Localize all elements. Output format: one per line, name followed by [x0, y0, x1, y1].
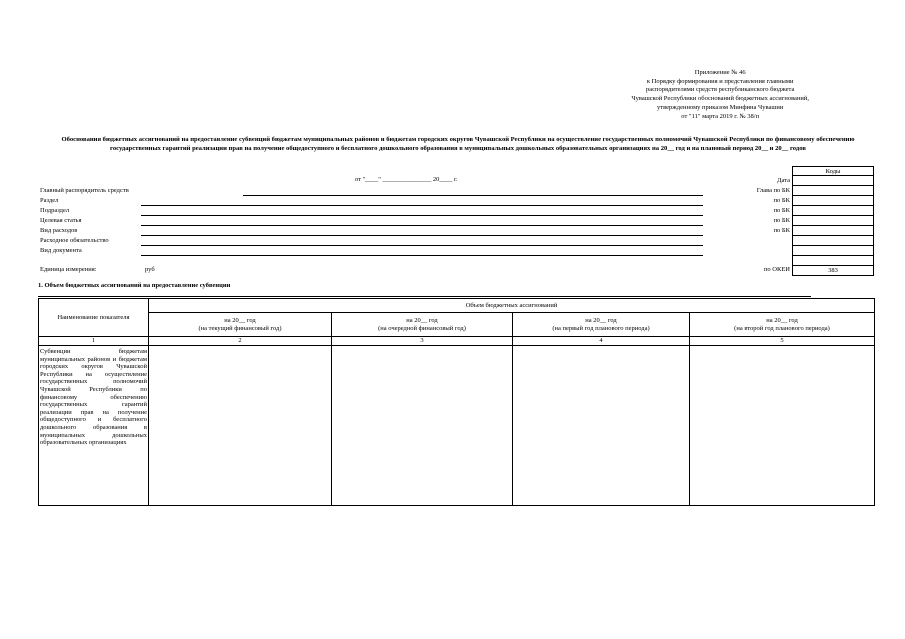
col-number: 1	[39, 337, 149, 346]
field-label: Подраздел	[40, 207, 70, 214]
value-cell[interactable]	[513, 346, 690, 506]
code-podrazdel-cell[interactable]	[792, 206, 874, 216]
value-cell[interactable]	[149, 346, 332, 506]
row-label: Субвенции бюджетам муниципальных районов и бюджетам городских округов Чувашской Республики на осуществление государственных полномочий Чувашской Республики по финансовому обеспечению государственных гарантий реализации прав на получение общедоступного и бесплатного дошкольного образования в муниципальных дошкольных образовательных организациях	[39, 346, 149, 506]
code-okei-cell: 383	[792, 266, 874, 276]
value-cell[interactable]	[332, 346, 513, 506]
col-number: 4	[513, 337, 690, 346]
appendix-line: утвержденному приказом Минфина Чувашии	[657, 103, 784, 111]
code-celevaya-cell[interactable]	[792, 216, 874, 226]
okei-label: по ОКЕИ	[763, 266, 790, 273]
field-line[interactable]	[141, 235, 703, 236]
header-year: на 20__ год (на второй год планового периода)	[690, 313, 875, 337]
field-code-label: Глава по БК	[756, 187, 790, 194]
field-code-label: по БК	[773, 207, 790, 214]
field-line[interactable]	[141, 255, 703, 256]
code-empty-cell[interactable]	[792, 256, 874, 266]
field-label: Вид расходов	[40, 227, 78, 234]
col-number: 3	[332, 337, 513, 346]
header-year: на 20__ год (на текущий финансовый год)	[149, 313, 332, 337]
value-cell[interactable]	[690, 346, 875, 506]
field-line[interactable]	[141, 205, 703, 206]
document-title: Обоснования бюджетных ассигнований на предоставление субвенций бюджетам муниципальных районов и бюджетам городских округов Чувашской Республики на осуществление государственных полномочий Чувашской Республики по финансовому обеспечению государственных гарантий реализации прав на получение общедоступного и бесплатного дошкольного образования в муниципальных дошкольных образовательных организациях на 20__ год и на плановый период 20__ и 20__ годов	[61, 136, 855, 153]
appendix-note	[631, 69, 809, 121]
unit-value: руб	[145, 266, 155, 273]
budget-table	[38, 298, 875, 506]
appendix-line: Чувашской Республики обоснований бюджетных ассигнований,	[631, 95, 809, 103]
field-label: Целевая статья	[40, 217, 82, 224]
header-year: на 20__ год (на первый год планового периода)	[513, 313, 690, 337]
appendix-line: Приложение № 46	[694, 69, 746, 76]
field-label: Расходное обязательство	[40, 237, 109, 244]
date-line: от "____" _______________ 20____ г.	[355, 176, 458, 183]
header-year: на 20__ год (на очередной финансовый год)	[332, 313, 513, 337]
col-number: 5	[690, 337, 875, 346]
appendix-line: распорядителями средств республиканского бюджета	[646, 86, 795, 94]
code-razdel-cell[interactable]	[792, 196, 874, 206]
appendix-line: к Порядку формирования и представления главными	[646, 77, 794, 85]
section-underline	[38, 296, 811, 297]
code-date-cell[interactable]	[792, 176, 874, 186]
code-vid-rashodov-cell[interactable]	[792, 226, 874, 236]
unit-label: Единица измерения:	[40, 266, 97, 273]
field-line[interactable]	[243, 195, 703, 196]
header-name: Наименование показателя	[39, 299, 149, 337]
field-code-label: по БК	[773, 217, 790, 224]
section-title: 1. Объем бюджетных ассигнований на предоставление субвенции	[38, 282, 231, 289]
col-number: 2	[149, 337, 332, 346]
appendix-line: от "11" марта 2019 г. № 38/п	[681, 112, 760, 120]
code-glava-cell[interactable]	[792, 186, 874, 196]
field-code-label: по БК	[773, 197, 790, 204]
codes-header: Коды	[792, 166, 874, 176]
field-line[interactable]	[141, 225, 703, 226]
field-label: Главный распорядитель средств	[40, 187, 129, 194]
field-label: Вид документа	[40, 247, 82, 254]
field-label: Раздел	[40, 197, 59, 204]
field-line[interactable]	[141, 215, 703, 216]
header-group: Объем бюджетных ассигнований	[149, 299, 875, 313]
table-row	[39, 346, 875, 506]
code-vid-doc-cell[interactable]	[792, 246, 874, 256]
date-label: Дата	[777, 177, 790, 184]
code-obyazatelstvo-cell[interactable]	[792, 236, 874, 246]
field-line[interactable]	[141, 245, 703, 246]
field-code-label: по БК	[773, 227, 790, 234]
